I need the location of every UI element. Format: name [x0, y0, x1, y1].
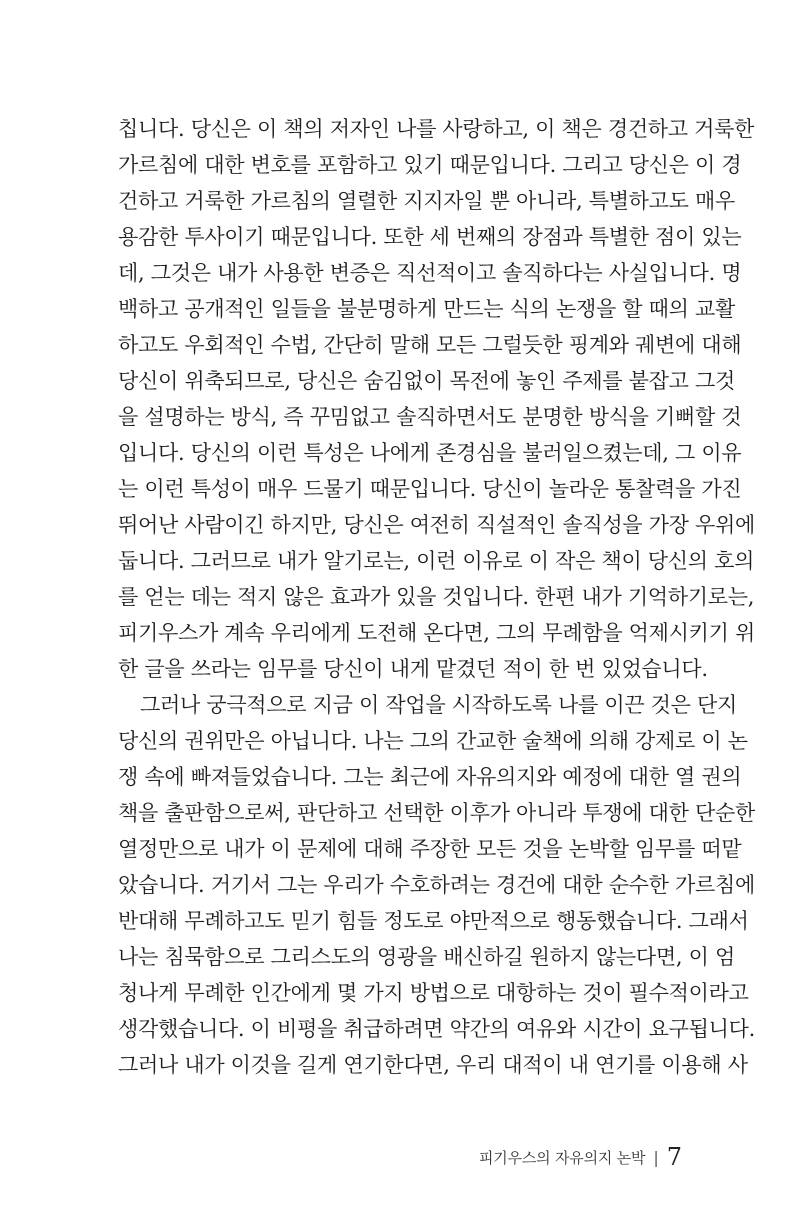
text-line: 반대해 무례하고도 믿기 힘들 정도로 야만적으로 행동했습니다. 그래서 [118, 909, 749, 933]
text-line: 책을 출판함으로써, 판단하고 선택한 이후가 아니라 투쟁에 대한 단순한 [118, 801, 755, 825]
text-line: 나는 침묵함으로 그리스도의 영광을 배신하길 원하지 않는다면, 이 엄 [118, 945, 735, 969]
running-title: 피기우스의 자유의지 논박 [479, 1148, 646, 1167]
paragraph-start-line: 그러나 궁극적으로 지금 이 작업을 시작하도록 나를 이끈 것은 단지 [140, 693, 737, 717]
text-line: 았습니다. 거기서 그는 우리가 수호하려는 경건에 대한 순수한 가르침에 [118, 873, 755, 897]
text-line: 칩니다. 당신은 이 책의 저자인 나를 사랑하고, 이 책은 경건하고 거룩한 [118, 117, 755, 141]
text-line: 데, 그것은 내가 사용한 변증은 직선적이고 솔직하다는 사실입니다. 명 [118, 261, 742, 285]
text-line: 하고도 우회적인 수법, 간단히 말해 모든 그럴듯한 핑계와 궤변에 대해 [118, 333, 742, 357]
text-line: 는 이런 특성이 매우 드물기 때문입니다. 당신이 놀라운 통찰력을 가진 [118, 477, 742, 501]
text-line: 당신의 권위만은 아닙니다. 나는 그의 간교한 술책에 의해 강제로 이 논 [118, 729, 748, 753]
text-line: 백하고 공개적인 일들을 불분명하게 만드는 식의 논쟁을 할 때의 교활 [118, 297, 735, 321]
text-line: 청나게 무례한 인간에게 몇 가지 방법으로 대항하는 것이 필수적이라고 [118, 981, 749, 1005]
text-line: 생각했습니다. 이 비평을 취급하려면 약간의 여유와 시간이 요구됩니다. [118, 1017, 755, 1041]
text-line: 뛰어난 사람이긴 하지만, 당신은 여전히 직설적인 솔직성을 가장 우위에 [118, 513, 755, 537]
text-line: 용감한 투사이기 때문입니다. 또한 세 번째의 장점과 특별한 점이 있는 [118, 225, 742, 249]
text-line: 열정만으로 내가 이 문제에 대해 주장한 모든 것을 논박할 임무를 떠맡 [118, 837, 742, 861]
page-number: 7 [666, 1143, 682, 1171]
text-line: 건하고 거룩한 가르침의 열렬한 지지자일 뿐 아니라, 특별하고도 매우 [118, 189, 735, 213]
text-line: 을 설명하는 방식, 즉 꾸밈없고 솔직하면서도 분명한 방식을 기뻐할 것 [118, 405, 742, 429]
text-line: 쟁 속에 빠져들었습니다. 그는 최근에 자유의지와 예정에 대한 열 권의 [118, 765, 742, 789]
footer-separator: | [653, 1147, 659, 1167]
page-footer [479, 1143, 682, 1171]
text-line: 를 얻는 데는 적지 않은 효과가 있을 것입니다. 한편 내가 기억하기로는, [118, 585, 755, 609]
paragraph-end-line: 한 글을 쓰라는 임무를 당신이 내게 맡겼던 적이 한 번 있었습니다. [118, 657, 708, 681]
text-line: 입니다. 당신의 이런 특성은 나에게 존경심을 불러일으켰는데, 그 이유 [118, 441, 742, 465]
text-line: 그러나 내가 이것을 길게 연기한다면, 우리 대적이 내 연기를 이용해 사 [118, 1053, 748, 1077]
text-line: 가르침에 대한 변호를 포함하고 있기 때문입니다. 그리고 당신은 이 경 [118, 153, 742, 177]
text-line: 둡니다. 그러므로 내가 알기로는, 이런 이유로 이 작은 책이 당신의 호의 [118, 549, 755, 573]
text-line: 당신이 위축되므로, 당신은 숨김없이 목전에 놓인 주제를 붙잡고 그것 [118, 369, 735, 393]
text-line: 피기우스가 계속 우리에게 도전해 온다면, 그의 무례함을 억제시키기 위 [118, 621, 755, 645]
